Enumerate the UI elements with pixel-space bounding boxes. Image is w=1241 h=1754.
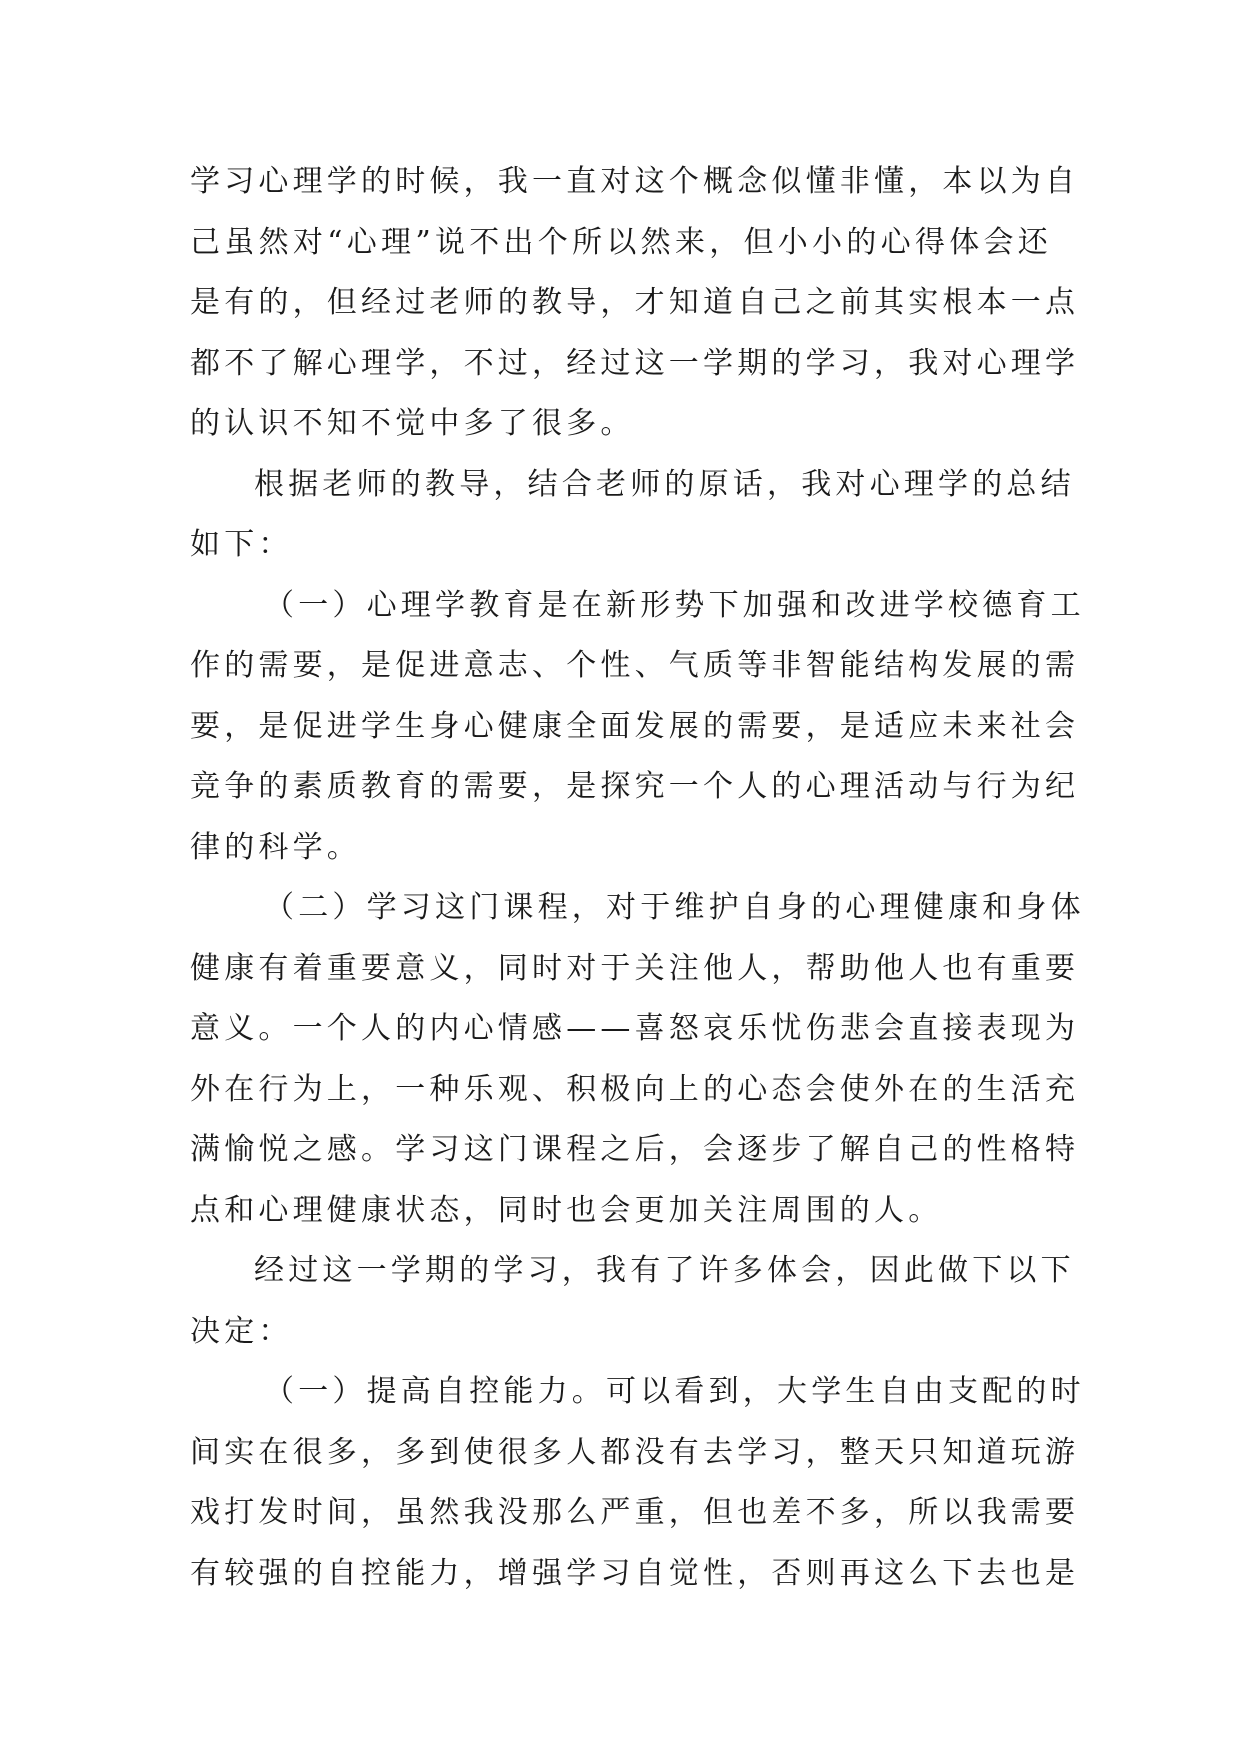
text-line: 满愉悦之感。学习这门课程之后，会逐步了解自己的性格特 xyxy=(190,1132,1080,1167)
text-line: 己虽然对“心理”说不出个所以然来，但小小的心得体会还 xyxy=(190,224,1052,260)
text-line: 律的科学。 xyxy=(190,829,361,865)
text-line: 是有的，但经过老师的教导，才知道自己之前其实根本一点 xyxy=(190,285,1080,320)
text-line: 竞争的素质教育的需要，是探究一个人的心理活动与行为纪 xyxy=(190,769,1080,804)
text-line: （一）提高自控能力。可以看到，大学生自由支配的时 xyxy=(264,1374,1085,1409)
text-line: 戏打发时间，虽然我没那么严重，但也差不多，所以我需要 xyxy=(190,1495,1080,1530)
text-line: （二）学习这门课程，对于维护自身的心理健康和身体 xyxy=(264,890,1085,925)
text-line: 决定： xyxy=(190,1313,293,1349)
text-line: 都不了解心理学，不过，经过这一学期的学习，我对心理学 xyxy=(190,345,1080,381)
text-line: 经过这一学期的学习，我有了许多体会，因此做下以下 xyxy=(254,1253,1075,1288)
text-line: 有较强的自控能力，增强学习自觉性，否则再这么下去也是 xyxy=(190,1555,1080,1591)
text-line: 意义。一个人的内心情感——喜怒哀乐忧伤悲会直接表现为 xyxy=(190,1011,1080,1046)
paragraph-decision-item-1 xyxy=(190,1362,1085,1604)
text-line: 学习心理学的时候，我一直对这个概念似懂非懂，本以为自 xyxy=(190,164,1080,199)
text-line: 如下： xyxy=(190,527,293,562)
text-line: 要，是促进学生身心健康全面发展的需要，是适应未来社会 xyxy=(190,708,1080,744)
paragraph-summary-lead xyxy=(190,455,1075,576)
document-page xyxy=(190,152,1085,1604)
paragraph-intro xyxy=(190,152,1080,455)
text-line: 点和心理健康状态，同时也会更加关注周围的人。 xyxy=(190,1192,943,1228)
text-line: 间实在很多，多到使很多人都没有去学习，整天只知道玩游 xyxy=(190,1434,1080,1470)
text-line: 健康有着重要意义，同时对于关注他人，帮助他人也有重要 xyxy=(190,950,1080,986)
text-line: 作的需要，是促进意志、个性、气质等非智能结构发展的需 xyxy=(190,648,1080,683)
text-line: 的认识不知不觉中多了很多。 xyxy=(190,406,635,441)
text-line: 外在行为上，一种乐观、积极向上的心态会使外在的生活充 xyxy=(190,1071,1080,1107)
text-line: 根据老师的教导，结合老师的原话，我对心理学的总结 xyxy=(254,466,1075,502)
paragraph-summary-item-2 xyxy=(190,878,1085,1241)
text-line: （一）心理学教育是在新形势下加强和改进学校德育工 xyxy=(264,587,1085,623)
paragraph-summary-item-1 xyxy=(190,576,1085,879)
paragraph-decision-lead xyxy=(190,1241,1075,1362)
